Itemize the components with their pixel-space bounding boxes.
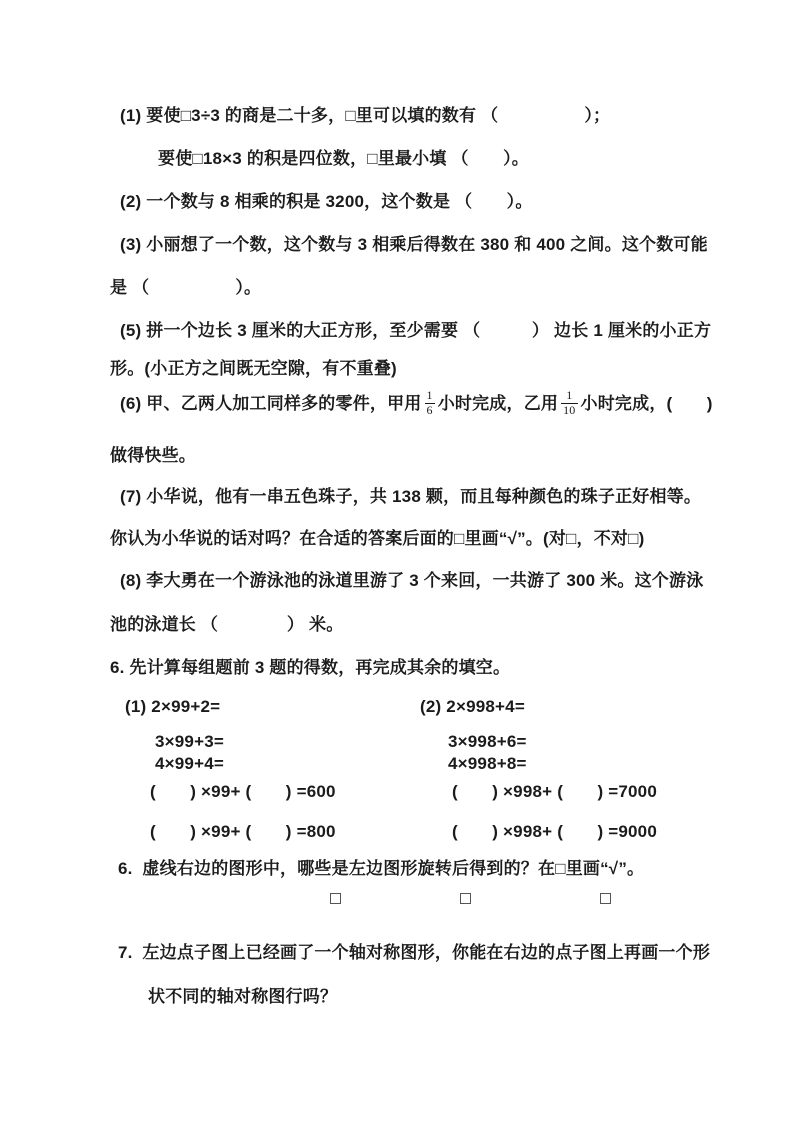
- problem-6-line2: 做得快些。: [110, 446, 196, 465]
- problem-3-line1: (3) 小丽想了一个数，这个数与 3 相乘后得数在 380 和 400 之间。这个数可能: [120, 235, 708, 254]
- calc-group2-expr3: 4×998+8=: [448, 754, 527, 773]
- problem-2-line: (2) 一个数与 8 相乘的积是 3200，这个数是 （ ）。: [120, 192, 533, 211]
- rotation-checkbox-2[interactable]: [460, 893, 471, 904]
- calc-group1-expr1: (1) 2×99+2=: [125, 697, 221, 716]
- problem-5-line2: 形。(小正方之间既无空隙，有不重叠): [110, 359, 397, 378]
- calc-group2-blank2: ( ) ×998+ ( ) =9000: [452, 822, 657, 841]
- rotation-checkbox-1[interactable]: [330, 893, 341, 904]
- rotation-section-heading: 6. 虚线右边的图形中，哪些是左边图形旋转后得到的？在□里画“√”。: [118, 859, 645, 878]
- problem-8-line2: 池的泳道长 （ ） 米。: [110, 615, 344, 634]
- fraction-one-sixth: [425, 389, 435, 418]
- problem-1-line1: (1) 要使□3÷3 的商是二十多，□里可以填的数有 （ ）；: [120, 106, 611, 125]
- problem-6-part2: 小时完成，乙用: [437, 394, 559, 414]
- symmetry-section-line1: 7. 左边点子图上已经画了一个轴对称图形，你能在右边的点子图上再画一个形: [118, 943, 711, 962]
- calc-section-heading: 6. 先计算每组题前 3 题的得数，再完成其余的填空。: [110, 658, 511, 677]
- fraction-numerator: 1: [566, 388, 573, 402]
- calc-group2-expr1: (2) 2×998+4=: [420, 697, 525, 716]
- calc-group1-expr2: 3×99+3=: [155, 732, 225, 751]
- calc-group1-expr3: 4×99+4=: [155, 754, 225, 773]
- fraction-denominator: 10: [563, 402, 576, 417]
- calc-group1-blank2: ( ) ×99+ ( ) =800: [150, 822, 336, 841]
- problem-6-part3: 小时完成，( ): [580, 394, 713, 414]
- problem-7-line1: (7) 小华说，他有一串五色珠子，共 138 颗，而且每种颜色的珠子正好相等。: [120, 487, 702, 506]
- calc-group2-blank1: ( ) ×998+ ( ) =7000: [452, 782, 657, 801]
- problem-6-line1: [120, 390, 713, 419]
- rotation-checkbox-3[interactable]: [600, 893, 611, 904]
- problem-6-part1: (6) 甲、乙两人加工同样多的零件，甲用: [120, 394, 422, 414]
- fraction-one-tenth: [561, 389, 577, 418]
- problem-1-line2: 要使□18×3 的积是四位数，□里最小填 （ ）。: [158, 149, 529, 168]
- symmetry-section-line2: 状不同的轴对称图行吗？: [148, 987, 338, 1006]
- problem-7-line2: 你认为小华说的话对吗？在合适的答案后面的□里画“√”。(对□，不对□): [110, 529, 645, 548]
- calc-group1-blank1: ( ) ×99+ ( ) =600: [150, 782, 336, 801]
- fraction-numerator: 1: [426, 388, 433, 402]
- problem-8-line1: (8) 李大勇在一个游泳池的泳道里游了 3 个来回，一共游了 300 米。这个游泳: [120, 571, 704, 590]
- calc-group2-expr2: 3×998+6=: [448, 732, 527, 751]
- problem-5-line1: (5) 拼一个边长 3 厘米的大正方形，至少需要 （ ） 边长 1 厘米的小正方: [120, 321, 712, 340]
- fraction-denominator: 6: [426, 402, 433, 417]
- problem-3-line2: 是 （ ）。: [110, 278, 262, 297]
